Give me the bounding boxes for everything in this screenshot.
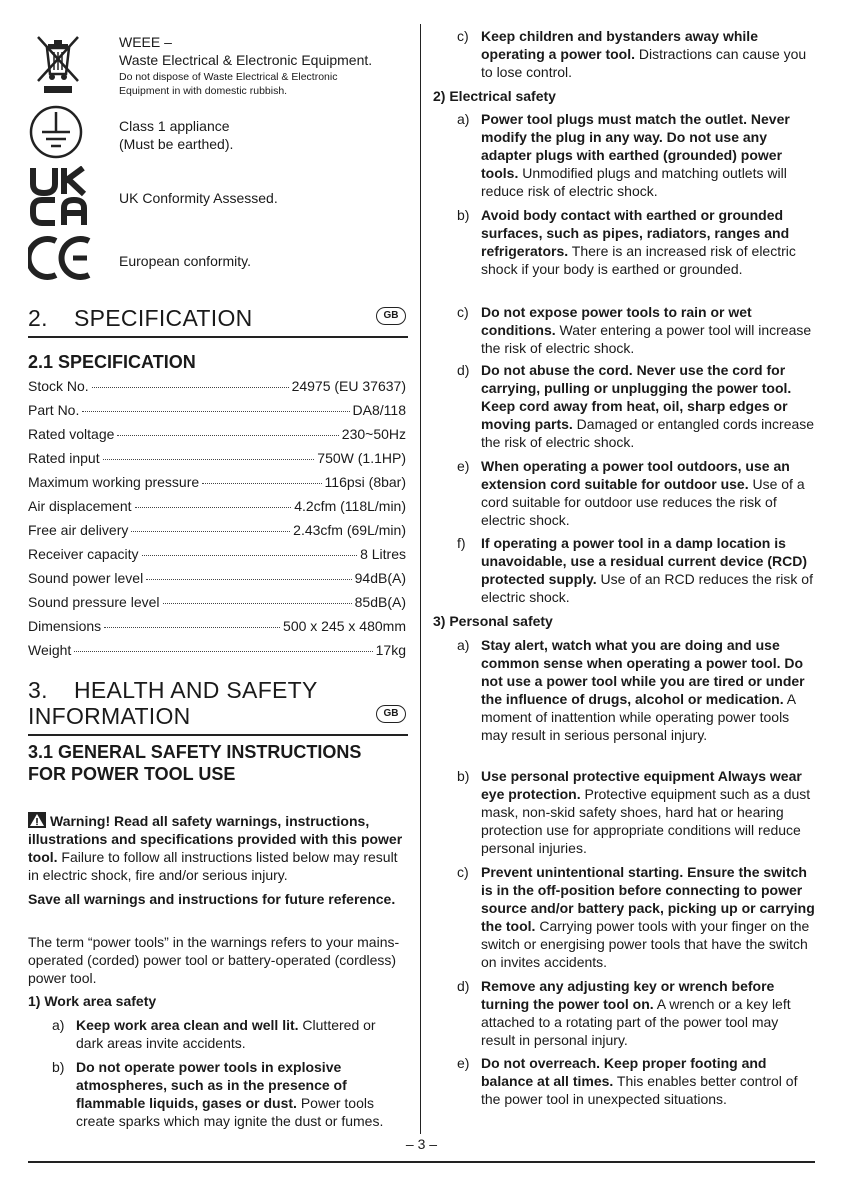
personal-heading: 3) Personal safety: [433, 613, 553, 629]
warning-paragraph: [28, 812, 406, 884]
item-letter: e): [457, 458, 470, 474]
item-letter: c): [457, 28, 469, 44]
weee-text: [119, 33, 379, 98]
list-item: [457, 1054, 815, 1108]
spec-value: 8 Litres: [360, 546, 406, 562]
spec-row: [28, 618, 406, 638]
item-text: Cluttered or dark areas invite accidents.: [76, 1017, 376, 1051]
class1-line2: (Must be earthed).: [119, 136, 234, 152]
spec-value: DA8/118: [352, 402, 406, 418]
ukca-text: UK Conformity Assessed.: [119, 190, 278, 206]
spec-value: 24975 (EU 37637): [291, 378, 406, 394]
item-bold: If operating a power tool in a damp location is unavoidable, use a residual current device (RCD) protected supply.: [481, 535, 807, 587]
spec-row: [28, 426, 406, 446]
warning-triangle-icon: [28, 812, 46, 828]
spec-row: [28, 642, 406, 662]
list-item: [457, 863, 815, 971]
spec-label: Sound pressure level: [28, 594, 160, 610]
section-2-number: 2.: [28, 305, 48, 331]
spec-row: [28, 402, 406, 422]
spec-row: [28, 474, 406, 494]
item-letter: b): [52, 1059, 65, 1075]
spec-row: [28, 594, 406, 614]
subsection-2-1-heading: 2.1 SPECIFICATION: [28, 352, 196, 372]
list-item: [457, 534, 815, 606]
item-text: There is an increased risk of electric shock if your body is earthed or grounded.: [481, 243, 796, 277]
item-letter: d): [457, 362, 470, 378]
electrical-heading: 2) Electrical safety: [433, 88, 556, 104]
spec-value: 750W (1.1HP): [317, 450, 406, 466]
section-3-heading: [28, 677, 408, 729]
spec-row: [28, 546, 406, 566]
spec-label: Maximum working pressure: [28, 474, 200, 490]
section-2-rule: [28, 336, 408, 338]
list-item: [457, 977, 815, 1049]
spec-label: Sound power level: [28, 570, 144, 586]
item-letter: e): [457, 1055, 470, 1071]
item-bold: Use personal protective equipment Always wear eye protection.: [481, 768, 802, 802]
spec-label: Free air delivery: [28, 522, 129, 538]
list-item: [52, 1016, 406, 1052]
spec-label: Weight: [28, 642, 72, 658]
list-item: [457, 206, 815, 278]
list-item: [457, 303, 815, 357]
item-text: Damaged or entangled cords increase the risk of electric shock.: [481, 416, 815, 450]
item-bold: Keep children and bystanders away while operating a power tool.: [481, 28, 758, 62]
item-text: Use of a cord suitable for outdoor use reduces the risk of electric shock.: [481, 476, 805, 528]
item-bold: Remove any adjusting key or wrench before turning the power tool on.: [481, 978, 775, 1012]
column-divider: [420, 24, 421, 1134]
spec-value: 116psi (8bar): [324, 474, 406, 490]
item-letter: c): [457, 304, 469, 320]
spec-label: Rated voltage: [28, 426, 115, 442]
section-3-rule: [28, 734, 408, 736]
earth-ground-icon: [28, 104, 100, 160]
item-bold: Keep work area clean and well lit.: [76, 1017, 299, 1033]
section-3-number: 3.: [28, 677, 48, 703]
item-bold: Power tool plugs must match the outlet. Never modify the plug in any way. Do not use any adapter plugs with earthed (grounded) power tools.: [481, 111, 790, 181]
item-bold: Avoid body contact with earthed or grounded surfaces, such as pipes, radiators, ranges and refrigerators.: [481, 207, 790, 259]
spec-label: Receiver capacity: [28, 546, 139, 562]
section-3-title-line2: INFORMATION: [28, 703, 191, 729]
list-item: [457, 110, 815, 200]
item-text: This enables better control of the power tool in unexpected situations.: [481, 1073, 798, 1107]
warning-bold: Warning! Read all safety warnings, instructions, illustrations and specifications provided with this power tool.: [28, 813, 403, 865]
spec-value: 17kg: [375, 642, 406, 658]
item-text: A wrench or a key left attached to a rotating part of the power tool may result in personal injury.: [481, 996, 791, 1048]
item-bold: Do not abuse the cord. Never use the cord for carrying, pulling or unplugging the power tool. Keep cord away from heat, oil, sharp edges or moving parts.: [481, 362, 792, 432]
item-bold: Do not expose power tools to rain or wet conditions.: [481, 304, 752, 338]
spec-row: [28, 570, 406, 590]
list-item: [457, 767, 815, 857]
item-letter: a): [457, 111, 470, 127]
spec-value: 500 x 245 x 480mm: [283, 618, 406, 634]
item-text: Protective equipment such as a dust mask, non-skid safety shoes, hard hat or hearing protection use for appropriate conditions will reduce personal injuries.: [481, 786, 811, 856]
spec-label: Stock No.: [28, 378, 89, 394]
save-note: Save all warnings and instructions for future reference.: [28, 891, 396, 907]
item-text: A moment of inattention while operating power tools may result in serious personal injury.: [481, 691, 796, 743]
list-item: [457, 27, 815, 81]
term-note: The term “power tools” in the warnings refers to your mains-operated (corded) power tool or battery-operated (cordless) power tool.: [28, 934, 400, 986]
list-item: [457, 361, 815, 451]
spec-row: [28, 522, 406, 542]
ce-text: European conformity.: [119, 253, 252, 269]
gb-badge: GB: [376, 705, 406, 723]
spec-value: 94dB(A): [354, 570, 406, 586]
item-letter: a): [457, 637, 470, 653]
item-bold: Do not operate power tools in explosive atmospheres, such as in the presence of flammable liquids, gases or dust.: [76, 1059, 347, 1111]
subsection-3-1-heading: 3.1 GENERAL SAFETY INSTRUCTIONS FOR POWER TOOL USE: [28, 742, 362, 784]
ce-mark-icon: [28, 236, 100, 280]
spec-value: 85dB(A): [354, 594, 406, 610]
item-text: Distractions can cause you to lose control.: [481, 46, 807, 80]
class1-text: [119, 117, 233, 153]
list-item: [52, 1058, 406, 1130]
item-letter: a): [52, 1017, 65, 1033]
ukca-mark-icon: [28, 166, 100, 228]
item-text: Water entering a power tool will increase the risk of electric shock.: [481, 322, 812, 356]
item-text: Use of an RCD reduces the risk of electric shock.: [481, 571, 813, 605]
warning-text: Failure to follow all instructions listed below may result in electric shock, fire and/or serious injury.: [28, 849, 398, 883]
list-item: [457, 457, 815, 529]
spec-row: [28, 498, 406, 518]
weee-bin-icon: [28, 34, 100, 96]
spec-label: Rated input: [28, 450, 100, 466]
weee-subtitle: Waste Electrical & Electronic Equipment.: [119, 52, 373, 68]
item-bold: When operating a power tool outdoors, use an extension cord suitable for outdoor use.: [481, 458, 790, 492]
item-bold: Do not overreach. Keep proper footing and balance at all times.: [481, 1055, 767, 1089]
item-letter: f): [457, 535, 466, 551]
section-2-heading: [28, 305, 408, 331]
spec-row: [28, 450, 406, 470]
spec-label: Part No.: [28, 402, 80, 418]
spec-value: 4.2cfm (118L/min): [294, 498, 406, 514]
weee-title: WEEE –: [119, 34, 172, 50]
page-number: – 3 –: [405, 1136, 438, 1152]
item-text: Unmodified plugs and matching outlets will reduce risk of electric shock.: [481, 165, 787, 199]
footer-rule: [28, 1161, 815, 1163]
item-bold: Stay alert, watch what you are doing and use common sense when operating a power tool. Do not use a power tool while you are tired or under the influence of drugs, alcohol or medication.: [481, 637, 805, 707]
item-text: Power tools create sparks which may ignite the dust or fumes.: [76, 1095, 384, 1129]
item-letter: b): [457, 768, 470, 784]
weee-note: Do not dispose of Waste Electrical & Electronic Equipment in with domestic rubbish.: [119, 71, 338, 97]
section-2-title: SPECIFICATION: [74, 305, 253, 331]
spec-value: 2.43cfm (69L/min): [293, 522, 406, 538]
item-text: Carrying power tools with your finger on the switch or energising power tools that have the switch on invites accidents.: [481, 918, 810, 970]
item-letter: d): [457, 978, 470, 994]
gb-badge: GB: [376, 307, 406, 325]
spec-row: [28, 378, 406, 398]
list-item: [457, 636, 815, 744]
item-bold: Prevent unintentional starting. Ensure the switch is in the off-position before connecting to power source and/or battery pack, picking up or carrying the tool.: [481, 864, 815, 934]
spec-label: Dimensions: [28, 618, 102, 634]
section-3-title-line1: HEALTH AND SAFETY: [74, 677, 318, 703]
item-letter: c): [457, 864, 469, 880]
class1-line1: Class 1 appliance: [119, 118, 230, 134]
spec-value: 230~50Hz: [341, 426, 406, 442]
work-area-heading: 1) Work area safety: [28, 993, 157, 1009]
spec-label: Air displacement: [28, 498, 132, 514]
item-letter: b): [457, 207, 470, 223]
